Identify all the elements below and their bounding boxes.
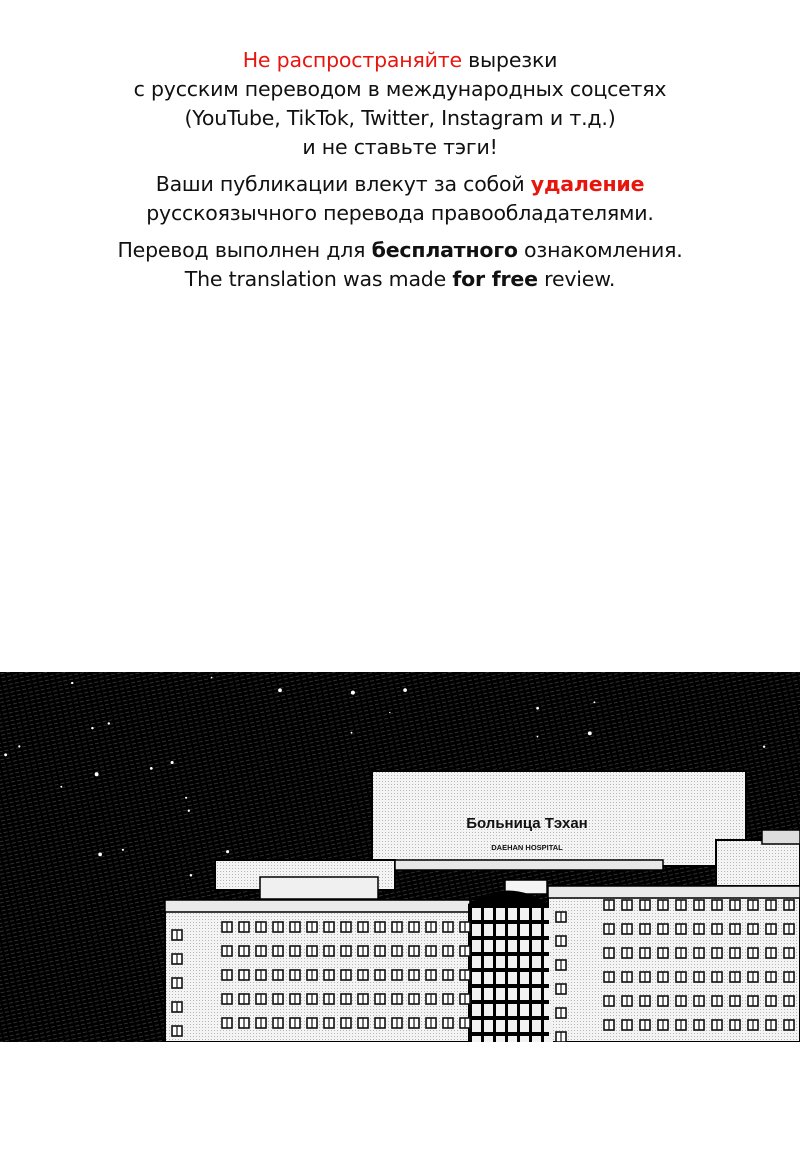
glass-pane [508, 1036, 517, 1042]
star [536, 707, 539, 710]
star [389, 712, 390, 713]
glass-pane [472, 908, 481, 920]
left-roof-edge [165, 900, 470, 912]
glass-pane [484, 972, 493, 984]
glass-pane [544, 956, 553, 968]
notice-line [0, 46, 800, 75]
glass-pane [532, 940, 541, 952]
star [4, 753, 7, 756]
star [150, 767, 153, 770]
glass-pane [496, 1020, 505, 1032]
glass-pane [520, 988, 529, 1000]
star [278, 688, 282, 692]
notice-line: русскоязычного перевода правообладателями. [146, 201, 654, 225]
glass-pane [532, 988, 541, 1000]
right-roof-edge [548, 886, 800, 898]
glass-pane [532, 1020, 541, 1032]
notice-line: (YouTube, TikTok, Twitter, Instagram и т.д.) [184, 106, 616, 130]
notice-text: review. [537, 267, 616, 291]
glass-pane [496, 956, 505, 968]
glass-pane [520, 1036, 529, 1042]
glass-pane [472, 988, 481, 1000]
hospital-sign-subtitle: DAEHAN HOSPITAL [491, 843, 563, 852]
right-wing [548, 886, 800, 1042]
glass-pane [544, 1020, 553, 1032]
glass-pane [472, 1004, 481, 1016]
glass-pane [508, 908, 517, 920]
glass-pane [496, 924, 505, 936]
glass-pane [496, 940, 505, 952]
glass-pane [544, 924, 553, 936]
hospital-sign-title: Больница Тэхан [466, 815, 588, 832]
notice-highlight-red: Не распространяйте [242, 48, 462, 72]
star [171, 761, 174, 764]
glass-pane [520, 1004, 529, 1016]
star [188, 810, 190, 812]
star [71, 682, 73, 684]
glass-grid [472, 908, 553, 1042]
star [763, 745, 765, 747]
glass-pane [532, 972, 541, 984]
glass-pane [520, 924, 529, 936]
star [351, 732, 353, 734]
star [226, 850, 229, 853]
notice-line [0, 265, 800, 294]
glass-pane [472, 972, 481, 984]
glass-pane [508, 956, 517, 968]
notice-text: Перевод выполнен для [117, 238, 372, 262]
glass-pane [520, 956, 529, 968]
star [185, 797, 187, 799]
glass-pane [544, 972, 553, 984]
glass-pane [496, 972, 505, 984]
star [98, 853, 102, 857]
glass-pane [484, 956, 493, 968]
glass-pane [484, 988, 493, 1000]
notice-text: The translation was made [184, 267, 453, 291]
star [593, 701, 595, 703]
notice-text: вырезки [461, 48, 558, 72]
glass-pane [520, 1020, 529, 1032]
notice-paragraph-2 [0, 170, 800, 228]
hospital-illustration [0, 672, 800, 1042]
glass-pane [508, 988, 517, 1000]
glass-pane [520, 972, 529, 984]
star [537, 736, 539, 738]
notice-highlight-bold: for free [452, 267, 538, 291]
roof-mid-left [260, 877, 378, 899]
star [211, 677, 213, 679]
roof-unit [762, 830, 800, 844]
warning-notice [0, 46, 800, 302]
glass-pane [472, 940, 481, 952]
comic-panel-hospital-night [0, 672, 800, 1042]
star [108, 722, 110, 724]
glass-pane [508, 924, 517, 936]
notice-text: ознакомления. [517, 238, 683, 262]
glass-pane [544, 908, 553, 920]
star [18, 745, 20, 747]
notice-highlight-bold: бесплатного [371, 238, 518, 262]
glass-pane [544, 988, 553, 1000]
notice-paragraph-3 [0, 236, 800, 294]
notice-line: и не ставьте тэги! [302, 135, 498, 159]
glass-pane [496, 908, 505, 920]
glass-pane [508, 940, 517, 952]
glass-pane [472, 956, 481, 968]
notice-text: Ваши публикации влекут за собой [155, 172, 531, 196]
glass-pane [496, 1036, 505, 1042]
star [351, 691, 355, 695]
glass-pane [484, 1004, 493, 1016]
glass-pane [496, 1004, 505, 1016]
glass-pane [520, 908, 529, 920]
star [122, 849, 124, 851]
star [95, 772, 99, 776]
glass-pane [508, 1004, 517, 1016]
glass-pane [532, 924, 541, 936]
glass-pane [532, 956, 541, 968]
star [588, 731, 592, 735]
glass-pane [472, 1036, 481, 1042]
annex-right [716, 840, 800, 890]
star [190, 874, 193, 877]
entrance-canopy [395, 860, 663, 870]
glass-pane [472, 1020, 481, 1032]
star [91, 727, 93, 729]
glass-pane [532, 1004, 541, 1016]
notice-line: с русским переводом в международных соцсетях [133, 77, 667, 101]
glass-pane [484, 1020, 493, 1032]
glass-pane [508, 972, 517, 984]
glass-pane [544, 940, 553, 952]
glass-pane [508, 1020, 517, 1032]
notice-paragraph-1 [0, 46, 800, 162]
notice-highlight-red: удаление [530, 172, 645, 196]
notice-line [0, 236, 800, 265]
glass-pane [532, 1036, 541, 1042]
star [403, 688, 407, 692]
glass-pane [484, 924, 493, 936]
star [60, 786, 62, 788]
glass-pane [544, 1004, 553, 1016]
glass-pane [496, 988, 505, 1000]
glass-pane [484, 1036, 493, 1042]
glass-pane [484, 940, 493, 952]
glass-pane [472, 924, 481, 936]
glass-pane [532, 908, 541, 920]
notice-line [0, 170, 800, 199]
glass-pane [544, 1036, 553, 1042]
glass-pane [484, 908, 493, 920]
glass-pane [520, 940, 529, 952]
